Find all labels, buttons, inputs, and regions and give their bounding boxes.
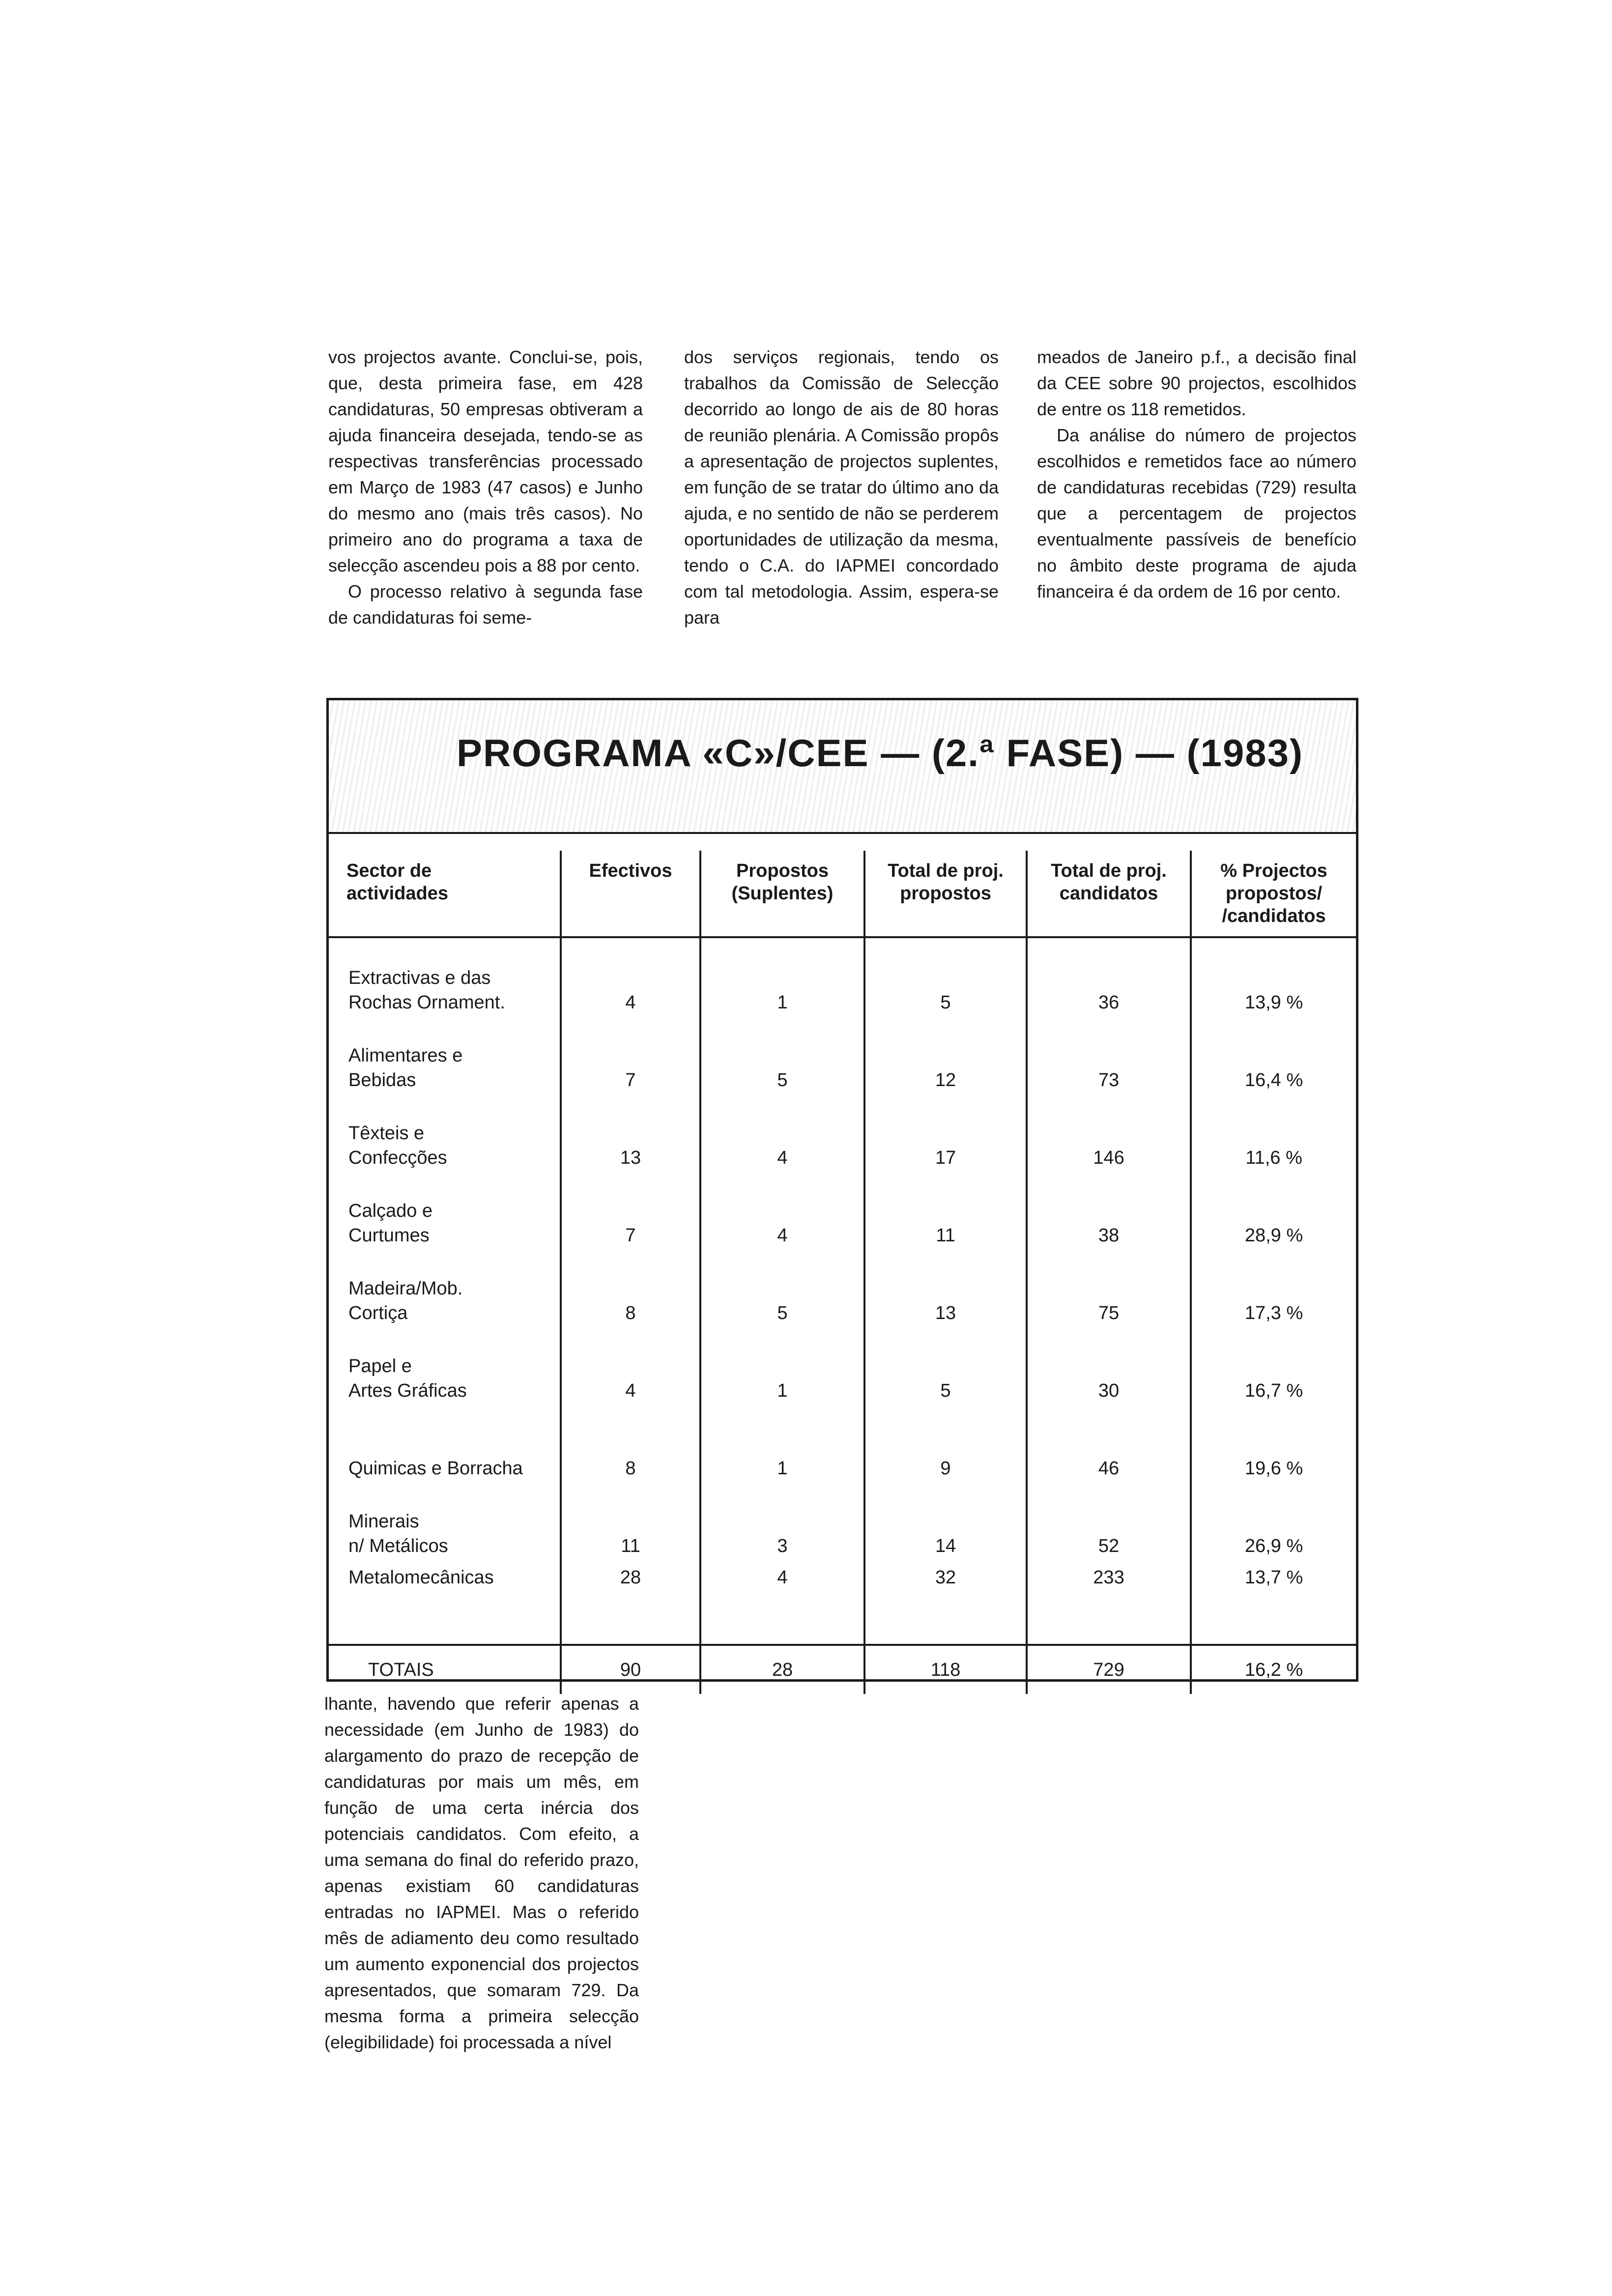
cell-total-propostos: 9 [864,1410,1027,1488]
cell-propostos: 1 [700,1332,864,1410]
cell-total-candidatos: 146 [1027,1099,1191,1177]
cell-total-candidatos: 233 [1027,1565,1191,1645]
cell-total-candidatos: 75 [1027,1255,1191,1332]
cell-total-propostos: 11 [864,1177,1027,1255]
cell-percent: 26,9 % [1191,1488,1356,1565]
cell-sector: Metalomecânicas [348,1567,494,1588]
table-row [329,1565,1356,1645]
cell-percent: 16,4 % [1191,1022,1356,1099]
header-percent: % Projectos propostos/ /candidatos [1191,851,1356,937]
cell-sector: Extractivas e das Rochas Ornament. [348,968,505,1013]
cell-sector: Papel e Artes Gráficas [348,1356,467,1401]
cell-total-candidatos: 36 [1027,937,1191,1022]
column-3-paragraph-1: meados de Janeiro p.f., a decisão final da CEE sobre 90 projectos, escolhidos de entre os 118 remetidos. [1037,347,1356,419]
cell-efectivos: 8 [561,1255,700,1332]
table-title: PROGRAMA «C»/CEE — (2.ª FASE) — (1983) [457,731,1303,775]
header-total-candidatos: Total de proj. candidatos [1027,851,1191,937]
totals-total-propostos: 118 [864,1645,1027,1694]
cell-efectivos: 4 [561,1332,700,1410]
cell-percent: 17,3 % [1191,1255,1356,1332]
cell-total-candidatos: 30 [1027,1332,1191,1410]
cell-efectivos: 7 [561,1022,700,1099]
article-column-2 [684,344,999,631]
table-row [329,1410,1356,1488]
cell-sector: Têxteis e Confecções [348,1123,447,1168]
cell-total-propostos: 17 [864,1099,1027,1177]
cell-total-propostos: 14 [864,1488,1027,1565]
cell-sector: Calçado e Curtumes [348,1201,433,1246]
cell-percent: 13,9 % [1191,937,1356,1022]
cell-efectivos: 8 [561,1410,700,1488]
totals-label: TOTAIS [329,1645,561,1694]
article-column-3 [1037,344,1356,604]
cell-total-propostos: 13 [864,1255,1027,1332]
cell-efectivos: 11 [561,1488,700,1565]
table-row [329,1488,1356,1565]
table-header-row [329,851,1356,937]
bottom-paragraph-1: lhante, havendo que referir apenas a necessidade (em Junho de 1983) do alargamento do prazo de recepção de candidaturas por mais um mês, em função de uma certa inércia dos potenciais candidatos. Com efeito, a uma semana do final do referido prazo, apenas existiam 60 candidaturas entradas no IAPMEI. Mas o referido mês de adiamento deu como resultado um aumento exponencial dos projectos apresentados, que somaram 729. Da mesma forma a primeira selecção (elegibilidade) foi processada a nível [324,1693,639,2052]
cell-efectivos: 13 [561,1099,700,1177]
table-row [329,1177,1356,1255]
cell-sector: Minerais n/ Metálicos [348,1511,448,1556]
header-efectivos: Efectivos [561,851,700,937]
cell-total-propostos: 5 [864,1332,1027,1410]
cell-total-candidatos: 38 [1027,1177,1191,1255]
cell-percent: 16,7 % [1191,1332,1356,1410]
cell-propostos: 5 [700,1255,864,1332]
totals-propostos: 28 [700,1645,864,1694]
cell-total-candidatos: 73 [1027,1022,1191,1099]
cell-propostos: 3 [700,1488,864,1565]
cell-sector: Madeira/Mob. Cortiça [348,1278,463,1323]
table-title-bar [329,700,1356,834]
cell-percent: 28,9 % [1191,1177,1356,1255]
cell-total-propostos: 32 [864,1565,1027,1645]
cell-percent: 19,6 % [1191,1410,1356,1488]
table-row [329,937,1356,1022]
cell-efectivos: 28 [561,1565,700,1645]
cell-propostos: 4 [700,1177,864,1255]
table-row [329,1099,1356,1177]
header-total-propostos: Total de proj. propostos [864,851,1027,937]
cell-propostos: 5 [700,1022,864,1099]
cell-propostos: 1 [700,937,864,1022]
cell-percent: 13,7 % [1191,1565,1356,1645]
totals-percent: 16,2 % [1191,1645,1356,1694]
totals-total-candidatos: 729 [1027,1645,1191,1694]
cell-sector: Alimentares e Bebidas [348,1045,463,1091]
header-sector: Sector de actividades [329,851,561,937]
cell-propostos: 4 [700,1565,864,1645]
table-row [329,1022,1356,1099]
cell-sector: Quimicas e Borracha [348,1458,523,1479]
cell-efectivos: 7 [561,1177,700,1255]
cell-percent: 11,6 % [1191,1099,1356,1177]
column-2-paragraph-1: dos serviços regionais, tendo os trabalhos da Comissão de Selecção decorrido ao longo de ais de 80 horas de reunião plenária. A Comissão propôs a apresentação de projectos suplentes, em função de se tratar do último ano da ajuda, e no sentido de não se perderem oportunidades de utilização da mesma, tendo o C.A. do IAPMEI concordado com tal metodologia. Assim, espera-se para [684,347,999,628]
totals-efectivos: 90 [561,1645,700,1694]
column-3-paragraph-2: Da análise do número de projectos escolhidos e remetidos face ao número de candidaturas recebidas (729) resulta que a percentagem de projectos eventualmente passíveis de benefício no âmbito deste programa de ajuda financeira é da ordem de 16 por cento. [1037,425,1356,602]
program-data-table [329,851,1356,1694]
cell-propostos: 4 [700,1099,864,1177]
column-1-paragraph-2: O processo relativo à segunda fase de candidaturas foi seme- [328,581,643,628]
cell-total-propostos: 12 [864,1022,1027,1099]
article-column-1 [328,344,643,631]
cell-total-candidatos: 46 [1027,1410,1191,1488]
table-row [329,1255,1356,1332]
cell-efectivos: 4 [561,937,700,1022]
program-table-frame [326,698,1358,1682]
table-totals-row [329,1645,1356,1694]
cell-propostos: 1 [700,1410,864,1488]
cell-total-propostos: 5 [864,937,1027,1022]
column-1-paragraph-1: vos projectos avante. Conclui-se, pois, que, desta primeira fase, em 428 candidaturas, 50 empresas obtiveram a ajuda financeira desejada, tendo-se as respectivas transferências processado em Março de 1983 (47 casos) e Junho do mesmo ano (mais três casos). No primeiro ano do programa a taxa de selecção ascendeu pois a 88 por cento. [328,347,643,575]
cell-total-candidatos: 52 [1027,1488,1191,1565]
header-propostos: Propostos (Suplentes) [700,851,864,937]
table-row [329,1332,1356,1410]
article-column-bottom [324,1691,639,2055]
